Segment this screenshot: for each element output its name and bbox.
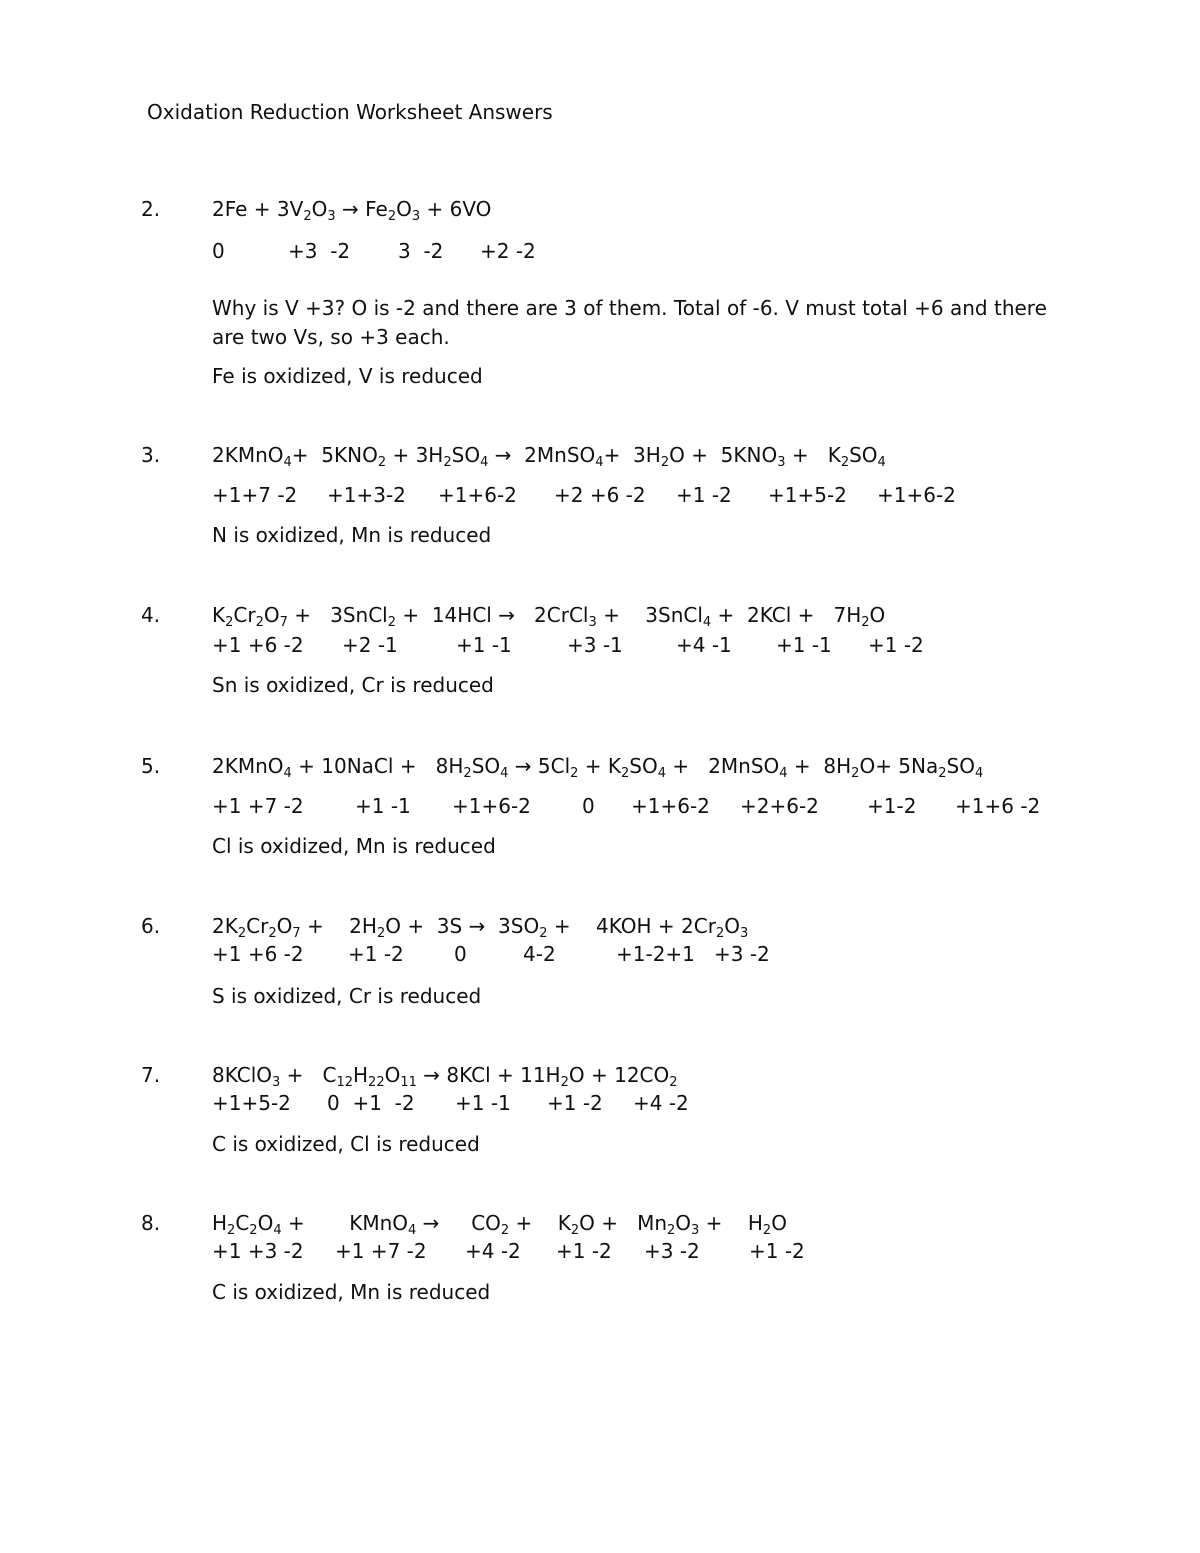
problem-number: 3.	[141, 443, 161, 467]
result-statement: C is oxidized, Mn is reduced	[212, 1280, 491, 1304]
oxidation-number-group: +1 -2	[547, 1091, 603, 1115]
subscript: 2	[249, 1223, 258, 1238]
oxidation-number-group: +1 +7 -2	[335, 1239, 427, 1263]
subscript: 2	[560, 1075, 569, 1090]
oxidation-number-group: +4 -2	[465, 1239, 521, 1263]
equation-text: SO	[946, 754, 975, 778]
equation-text: 8KClO	[212, 1063, 273, 1087]
oxidation-number-group: +1-2+1	[616, 942, 695, 966]
subscript: 11	[400, 1075, 417, 1090]
equation-text: 2KMnO	[212, 754, 284, 778]
equation-text: C	[235, 1211, 250, 1235]
oxidation-number-group: +1 -1	[456, 633, 512, 657]
equation-text: → 8KCl + 11H	[416, 1063, 561, 1087]
subscript: 4	[595, 455, 604, 470]
oxidation-number-group: +1 +6 -2	[212, 633, 304, 657]
equation-text: → 5Cl	[508, 754, 571, 778]
subscript: 2	[667, 1223, 676, 1238]
equation-text: + K	[785, 443, 841, 467]
subscript: 2	[237, 926, 247, 941]
oxidation-number-group: 3 -2	[398, 239, 444, 263]
oxidation-number-group: +1+5-2	[768, 483, 847, 507]
problem-number: 2.	[141, 197, 161, 221]
equation-text: + C	[280, 1063, 337, 1087]
subscript: 4	[408, 1223, 417, 1238]
equation-text: → CO	[416, 1211, 501, 1235]
oxidation-number-group: 4-2	[523, 942, 556, 966]
oxidation-number-group: +1+7 -2	[212, 483, 298, 507]
subscript: 4	[273, 1223, 282, 1238]
subscript: 2	[938, 766, 947, 781]
subscript: 3	[411, 209, 421, 224]
equation-text: + 3SnCl	[596, 603, 703, 627]
equation-text: O	[263, 603, 280, 627]
oxidation-number-group: +2 -2	[480, 239, 536, 263]
subscript: 2	[500, 1223, 510, 1238]
oxidation-number-group: +1+5-2	[212, 1091, 291, 1115]
equation-text: O+ 5Na	[859, 754, 939, 778]
subscript: 4	[657, 766, 667, 781]
equation-text: + 2H	[300, 914, 377, 938]
equation-text: + 4KOH + 2Cr	[547, 914, 716, 938]
oxidation-number-group: +1 -1	[455, 1091, 511, 1115]
equation-text: O + Mn	[579, 1211, 668, 1235]
subscript: 2	[376, 926, 386, 941]
subscript: 2	[268, 926, 277, 941]
oxidation-number-group: +1 -1	[355, 794, 411, 818]
chemical-equation	[212, 197, 492, 224]
problem-number: 7.	[141, 1063, 161, 1087]
equation-text: + K	[578, 754, 622, 778]
equation-text: O	[396, 197, 412, 221]
subscript: 2	[660, 455, 670, 470]
subscript: 12	[336, 1075, 353, 1090]
subscript: 3	[777, 455, 786, 470]
subscript: 2	[387, 615, 396, 630]
subscript: 2	[255, 615, 264, 630]
oxidation-number-group: +1+3-2	[327, 483, 406, 507]
subscript: 2	[840, 455, 850, 470]
equation-text: + 5KNO	[291, 443, 378, 467]
equation-text: + 3H	[603, 443, 661, 467]
equation-text: + H	[699, 1211, 763, 1235]
equation-text: 2Fe +	[212, 197, 277, 221]
equation-text: + 8H	[787, 754, 852, 778]
equation-text: O	[384, 1063, 401, 1087]
subscript: 2	[387, 209, 397, 224]
problem-number: 4.	[141, 603, 161, 627]
chemical-equation	[212, 443, 886, 470]
worksheet-title: Oxidation Reduction Worksheet Answers	[147, 100, 553, 124]
equation-text: O	[276, 914, 293, 938]
result-statement: S is oxidized, Cr is reduced	[212, 984, 482, 1008]
oxidation-number-group: 0 +1 -2	[327, 1091, 415, 1115]
subscript: 4	[283, 455, 292, 470]
subscript: 2	[225, 615, 234, 630]
equation-text: SO	[471, 754, 501, 778]
subscript: 22	[368, 1075, 385, 1090]
equation-text: O	[675, 1211, 692, 1235]
subscript: 4	[283, 766, 292, 781]
result-statement: Fe is oxidized, V is reduced	[212, 364, 483, 388]
equation-text: O + 12CO	[568, 1063, 670, 1087]
equation-text: → 2MnSO	[488, 443, 596, 467]
chemical-equation	[212, 1063, 678, 1090]
problem-number: 8.	[141, 1211, 161, 1235]
equation-text: + 2KCl + 7H	[711, 603, 862, 627]
oxidation-number-group: 0	[454, 942, 467, 966]
equation-text: + 2MnSO	[666, 754, 780, 778]
subscript: 2	[861, 615, 870, 630]
oxidation-number-group: +1+6 -2	[955, 794, 1041, 818]
oxidation-number-group: +4 -1	[676, 633, 732, 657]
subscript: 2	[851, 766, 860, 781]
oxidation-number-group: +1+6-2	[438, 483, 517, 507]
subscript: 2	[621, 766, 630, 781]
equation-text: 2K	[212, 914, 238, 938]
equation-text: O + 3S → 3SO	[385, 914, 540, 938]
equation-text: → Fe	[335, 197, 388, 221]
oxidation-number-group: +2+6-2	[740, 794, 819, 818]
oxidation-number-group: +3 -2	[644, 1239, 700, 1263]
subscript: 2	[570, 766, 579, 781]
oxidation-number-group: +1 -2	[749, 1239, 805, 1263]
equation-text: 2KMnO	[212, 443, 284, 467]
subscript: 2	[669, 1075, 678, 1090]
equation-text: H	[353, 1063, 369, 1087]
equation-text: O	[724, 914, 740, 938]
subscript: 3	[272, 1075, 281, 1090]
equation-text: + 14HCl → 2CrCl	[396, 603, 589, 627]
equation-text: O	[311, 197, 328, 221]
equation-text: H	[212, 1211, 228, 1235]
oxidation-number-group: +1 -2	[556, 1239, 612, 1263]
equation-text: O	[257, 1211, 274, 1235]
equation-text: O	[869, 603, 886, 627]
subscript: 4	[779, 766, 788, 781]
subscript: 3	[588, 615, 597, 630]
subscript: 2	[570, 1223, 580, 1238]
chemical-equation	[212, 603, 886, 630]
subscript: 2	[463, 766, 472, 781]
equation-text: SO	[451, 443, 481, 467]
oxidation-number-group: +3 -2	[288, 239, 351, 263]
result-statement: Cl is oxidized, Mn is reduced	[212, 834, 496, 858]
oxidation-number-group: +3 -1	[567, 633, 623, 657]
equation-text: + 10NaCl + 8H	[291, 754, 464, 778]
equation-text: O	[771, 1211, 787, 1235]
subscript: 4	[702, 615, 712, 630]
subscript: 4	[877, 455, 886, 470]
equation-text: Cr	[246, 914, 269, 938]
chemical-equation	[212, 1211, 787, 1238]
oxidation-number-group: +1 -2	[868, 633, 924, 657]
equation-text: Cr	[233, 603, 256, 627]
oxidation-number-group: +2 -1	[342, 633, 398, 657]
subscript: 4	[974, 766, 984, 781]
oxidation-number-group: +1+6-2	[452, 794, 531, 818]
oxidation-number-group: 0	[582, 794, 595, 818]
oxidation-number-group: +1 +6 -2	[212, 942, 304, 966]
subscript: 7	[279, 615, 288, 630]
oxidation-number-group: +1 -1	[776, 633, 832, 657]
equation-text: SO	[849, 443, 878, 467]
subscript: 2	[715, 926, 725, 941]
equation-text: + K	[509, 1211, 571, 1235]
subscript: 3	[327, 209, 336, 224]
subscript: 2	[539, 926, 548, 941]
problem-number: 6.	[141, 914, 161, 938]
oxidation-number-group: 0	[212, 239, 225, 263]
subscript: 4	[480, 455, 489, 470]
result-statement: N is oxidized, Mn is reduced	[212, 523, 492, 547]
oxidation-number-group: +4 -2	[633, 1091, 689, 1115]
equation-text: SO	[629, 754, 658, 778]
problem-number: 5.	[141, 754, 161, 778]
subscript: 2	[227, 1223, 236, 1238]
subscript: 7	[292, 926, 301, 941]
subscript: 3	[691, 1223, 700, 1238]
result-statement: C is oxidized, Cl is reduced	[212, 1132, 480, 1156]
oxidation-number-group: +3 -2	[714, 942, 770, 966]
equation-text: 3V	[276, 197, 304, 221]
oxidation-number-group: +1+6-2	[877, 483, 956, 507]
oxidation-number-group: +1+6-2	[631, 794, 710, 818]
oxidation-number-group: +1 -2	[676, 483, 732, 507]
subscript: 2	[762, 1223, 772, 1238]
oxidation-number-group: +1 +7 -2	[212, 794, 304, 818]
oxidation-number-group: +1-2	[867, 794, 917, 818]
equation-text: + 3SnCl	[287, 603, 388, 627]
oxidation-number-group: +2 +6 -2	[554, 483, 646, 507]
oxidation-number-group: +1 -2	[348, 942, 404, 966]
chemical-equation	[212, 914, 749, 941]
equation-text: O + 5KNO	[669, 443, 778, 467]
subscript: 2	[303, 209, 312, 224]
chemical-equation	[212, 754, 984, 781]
subscript: 2	[443, 455, 452, 470]
subscript: 3	[739, 926, 749, 941]
equation-text: + 3H	[386, 443, 444, 467]
oxidation-number-group: +1 +3 -2	[212, 1239, 304, 1263]
equation-text: + 6VO	[420, 197, 492, 221]
subscript: 4	[500, 766, 509, 781]
result-statement: Sn is oxidized, Cr is reduced	[212, 673, 494, 697]
explanation: Why is V +3? O is -2 and there are 3 of them. Total of -6. V must total +6 and there are two Vs, so +3 each.	[212, 296, 1047, 349]
equation-text: + KMnO	[281, 1211, 409, 1235]
subscript: 2	[377, 455, 387, 470]
equation-text: K	[212, 603, 226, 627]
